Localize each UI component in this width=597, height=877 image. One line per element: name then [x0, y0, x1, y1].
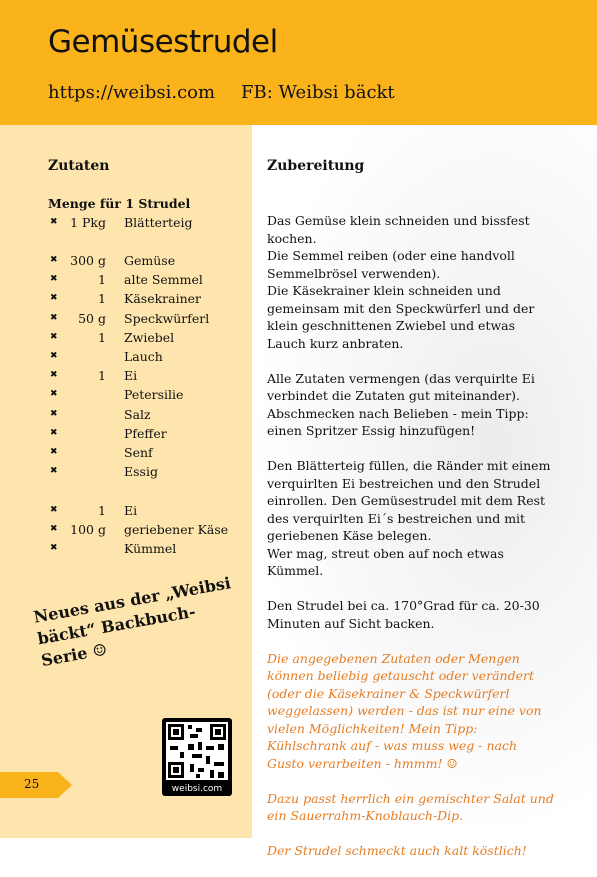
qr-code[interactable]: [162, 718, 232, 796]
preparation-paragraph: Alle Zutaten vermengen (das verquirlte Ei verbindet die Zutaten gut miteinander). Abschmecken nach Belieben - mein Tipp: einen Spritzer Essig hinzufügen!: [267, 370, 535, 438]
cross-bullet-icon: ✖: [50, 505, 58, 515]
ingredient-row: ✖ 1 alte Semmel: [50, 272, 203, 287]
page-number: 25: [24, 777, 40, 791]
qr-code-icon: [166, 722, 228, 780]
ingredient-row: ✖ 1 Zwiebel: [50, 330, 175, 345]
ingredient-row: ✖ Kümmel: [50, 541, 177, 556]
page-number-tab: [0, 772, 72, 798]
note-paragraph: Dazu passt herrlich ein gemischter Salat und ein Sauerrahm-Knoblauch-Dip.: [267, 790, 554, 823]
cross-bullet-icon: ✖: [50, 428, 58, 438]
cross-bullet-icon: ✖: [50, 274, 58, 284]
facebook-label: FB: Weibsi bäckt: [241, 82, 395, 103]
cross-bullet-icon: ✖: [50, 217, 58, 227]
preparation-paragraph: Den Blätterteig füllen, die Ränder mit einem verquirlten Ei bestreichen und den Strudel einrollen. Den Gemüsestrudel mit dem Rest des verquirlten Ei´s bestreichen und mit geriebenen Käse belegen. Wer mag, streut oben auf noch etwas Kümmel.: [267, 458, 551, 578]
cross-bullet-icon: ✖: [50, 351, 58, 361]
note-paragraph: Der Strudel schmeckt auch kalt köstlich!: [267, 843, 527, 858]
ingredient-row: ✖ 300 g Gemüse: [50, 253, 176, 268]
ingredient-row: ✖ Senf: [50, 445, 153, 460]
cross-bullet-icon: ✖: [50, 370, 58, 380]
ingredients-heading: Zutaten: [48, 158, 110, 174]
qr-caption: weibsi.com: [171, 784, 223, 794]
amount-label: Menge für 1 Strudel: [48, 196, 191, 211]
recipe-title: Gemüsestrudel: [48, 24, 278, 60]
preparation-paragraph: Den Strudel bei ca. 170°Grad für ca. 20-30 Minuten auf Sicht backen.: [267, 598, 540, 631]
cross-bullet-icon: ✖: [50, 332, 58, 342]
cross-bullet-icon: ✖: [50, 293, 58, 303]
ingredient-row: ✖ Lauch: [50, 349, 163, 364]
cross-bullet-icon: ✖: [50, 389, 58, 399]
promo-text: Neues aus der „Weibsi bäckt“ Backbuch-Serie ☺: [32, 573, 233, 671]
ingredient-row: ✖ 1 Ei: [50, 368, 138, 383]
website-link[interactable]: https://weibsi.com: [48, 82, 216, 103]
preparation-paragraph: Das Gemüse klein schneiden und bissfest kochen. Die Semmel reiben (oder eine handvoll Semmelbrösel verwenden). Die Käsekrainer klein schneiden und gemeinsam mit den Speckwürferl und der klein geschnittenen Zwiebel und etwas Lauch kurz anbraten.: [267, 213, 535, 351]
ingredient-row: ✖ Petersilie: [50, 387, 184, 402]
ingredient-row: ✖ 50 g Speckwürferl: [50, 311, 210, 326]
ingredient-row: ✖ Salz: [50, 407, 151, 422]
cross-bullet-icon: ✖: [50, 466, 58, 476]
cross-bullet-icon: ✖: [50, 447, 58, 457]
preparation-panel: [252, 125, 597, 858]
ingredient-row: ✖ 1 Pkg Blätterteig: [50, 215, 193, 230]
preparation-heading: Zubereitung: [267, 158, 365, 174]
ingredient-row: ✖ Pfeffer: [50, 426, 167, 441]
preparation-text: [267, 212, 557, 877]
cross-bullet-icon: ✖: [50, 313, 58, 323]
ingredient-row: ✖ 1 Käsekrainer: [50, 291, 202, 306]
ingredient-row: ✖ Essig: [50, 464, 158, 479]
header-banner: [0, 0, 597, 125]
cross-bullet-icon: ✖: [50, 524, 58, 534]
note-paragraph: Die angegebenen Zutaten oder Mengen können beliebig getauscht oder verändert (oder die Käsekrainer & Speckwürferl weggelassen) werden - das ist nur eine von vielen Möglichkeiten! Mein Tipp: Kühlschrank auf - was muss weg - nach Gusto verarbeiten - hmmm! ☺: [267, 650, 542, 771]
ingredient-row: ✖ 100 g geriebener Käse: [50, 522, 229, 537]
cross-bullet-icon: ✖: [50, 255, 58, 265]
ingredient-row: ✖ 1 Ei: [50, 503, 138, 518]
cross-bullet-icon: ✖: [50, 409, 58, 419]
ingredients-panel: [0, 125, 252, 838]
cross-bullet-icon: ✖: [50, 543, 58, 553]
